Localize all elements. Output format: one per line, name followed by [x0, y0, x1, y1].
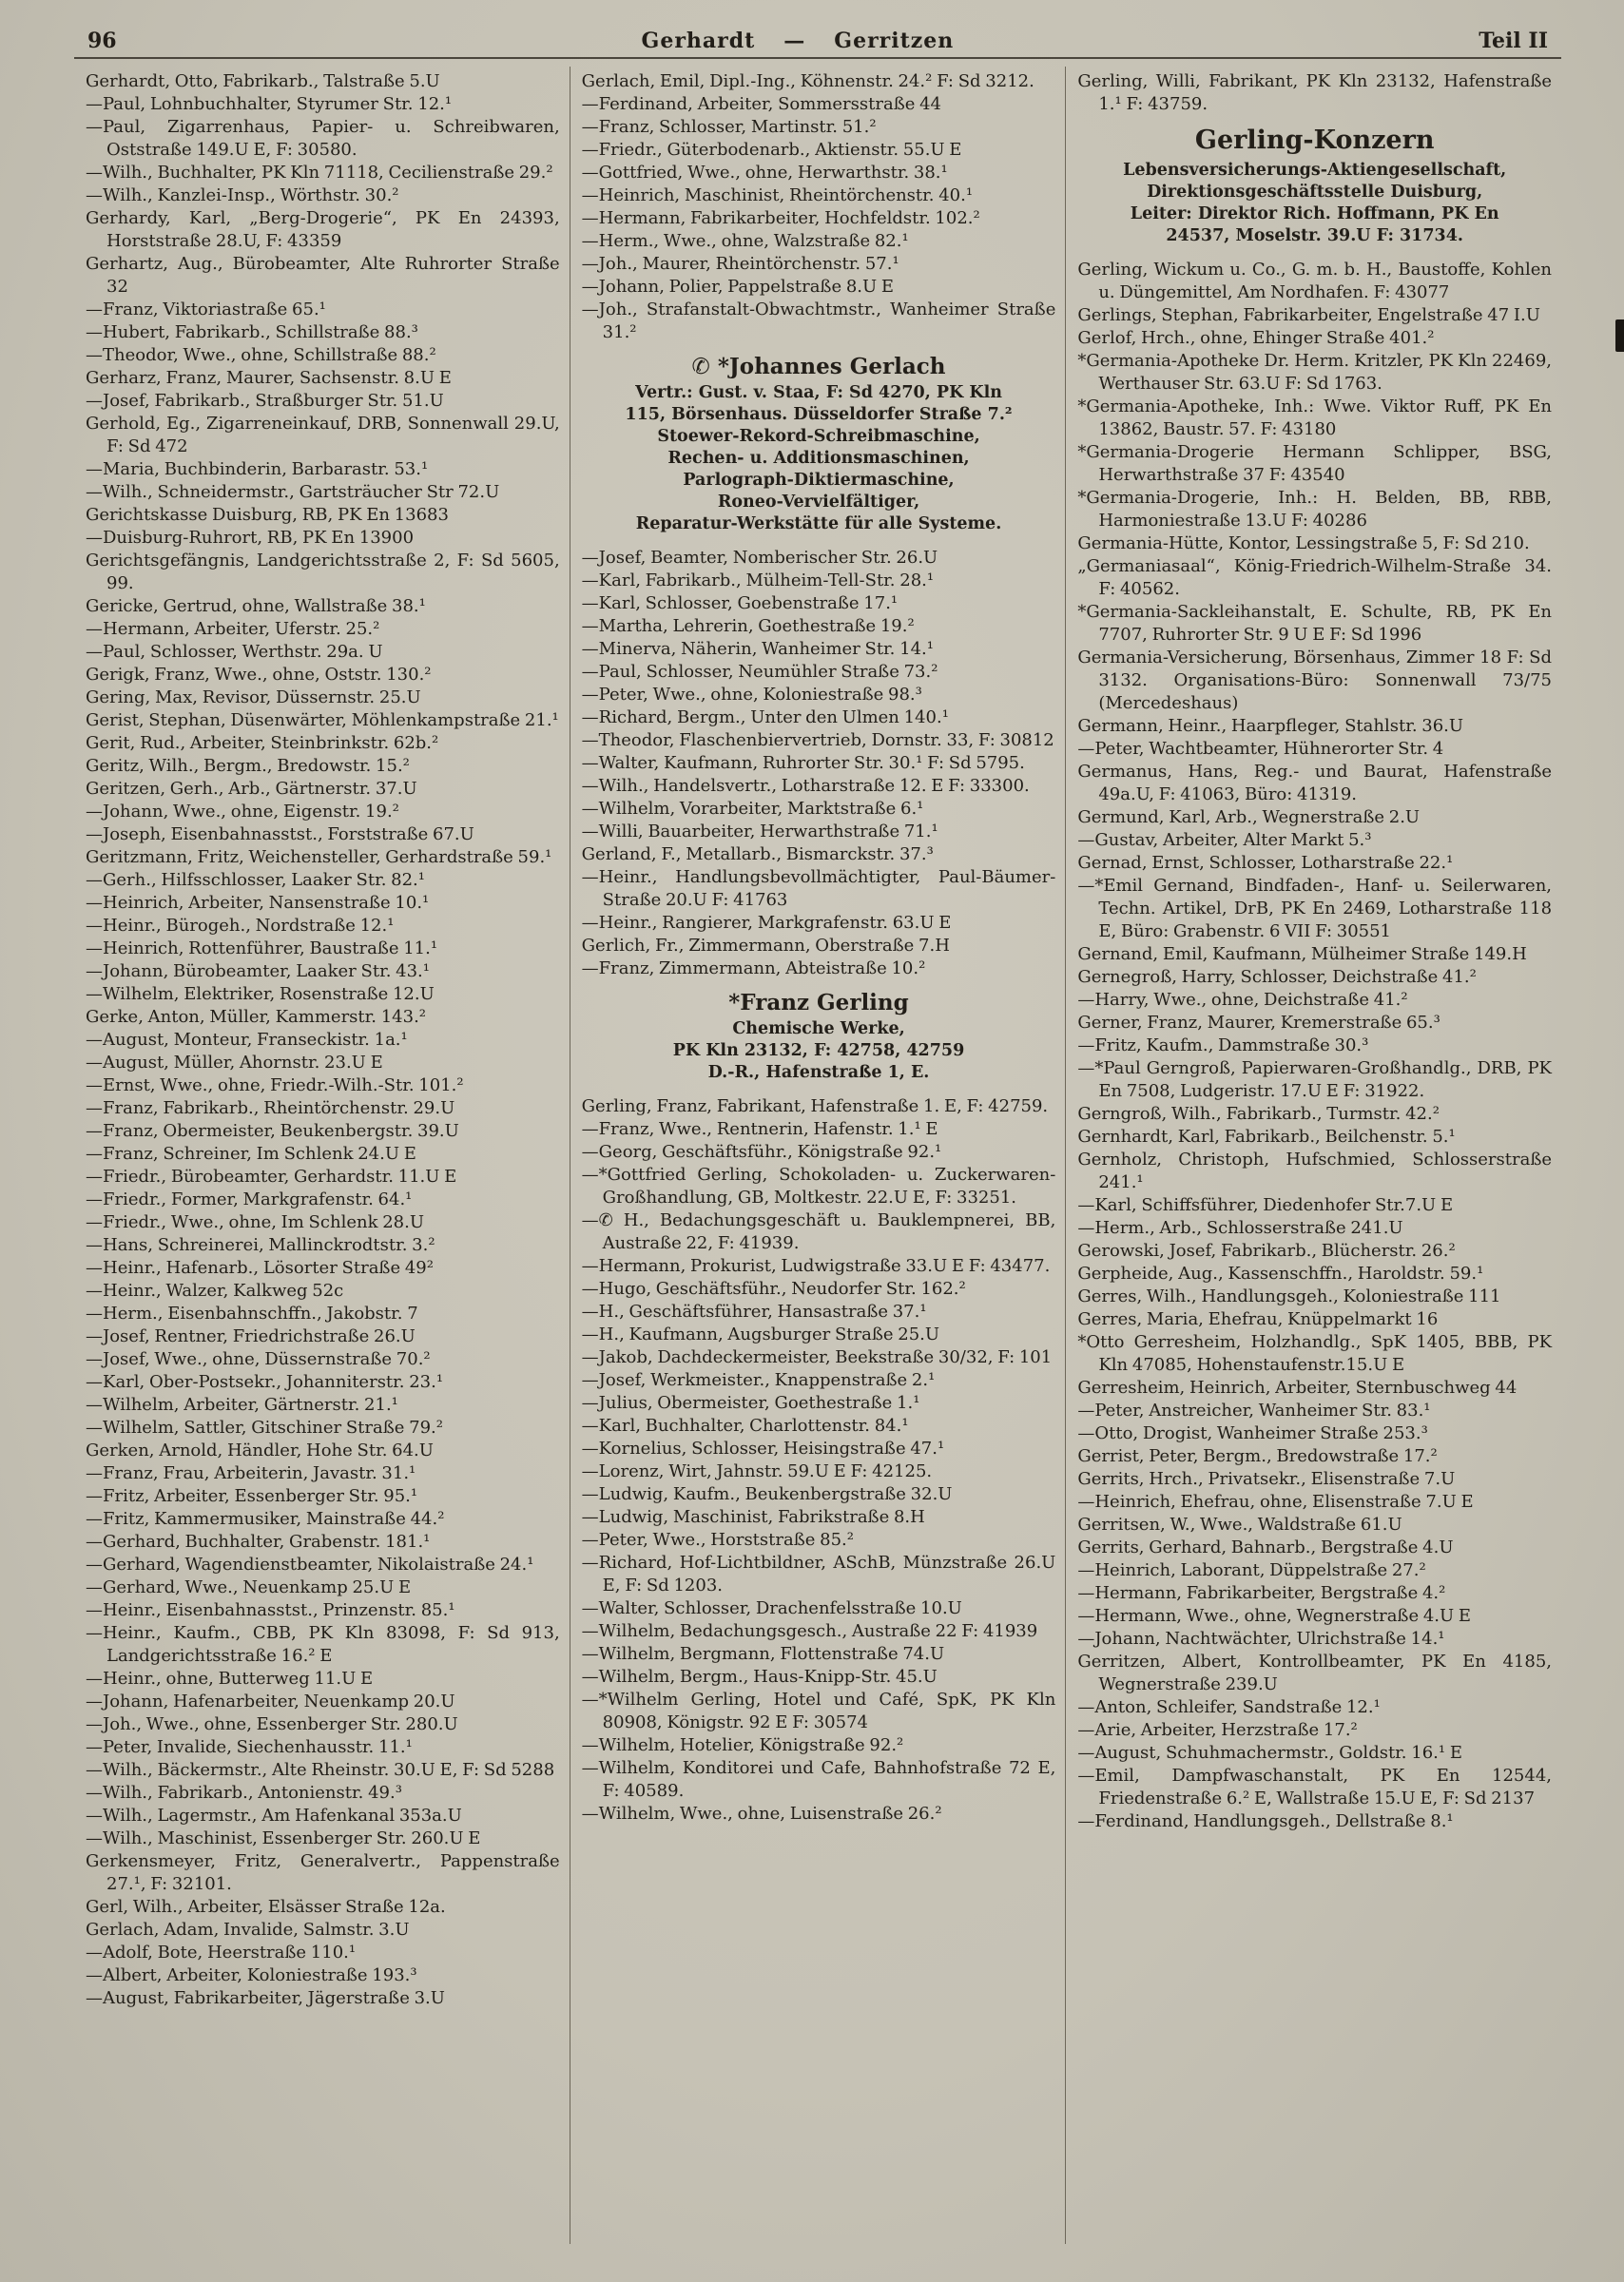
- ad-line: Stoewer-Rekord-Schreibmaschine,: [657, 427, 980, 446]
- directory-entry: —Gottfried, Wwe., ohne, Herwarthstr. 38.¹: [581, 163, 948, 183]
- directory-entry: —Harry, Wwe., ohne, Deichstraße 41.²: [1077, 990, 1408, 1010]
- column-1: [74, 67, 570, 2244]
- directory-entry: —Josef, Fabrikarb., Straßburger Str. 51.U: [86, 391, 444, 411]
- directory-entry: —Karl, Schlosser, Goebenstraße 17.¹: [581, 593, 899, 613]
- directory-entry: —Duisburg-Ruhrort, RB, PK En 13900: [86, 528, 415, 548]
- directory-entry: Gerist, Stephan, Düsenwärter, Möhlenkampstraße 21.¹: [86, 710, 559, 730]
- directory-entry: —August, Monteur, Franseckistr. 1a.¹: [86, 1030, 408, 1050]
- directory-entry: —Joh., Wwe., ohne, Essenberger Str. 280.U: [86, 1714, 458, 1734]
- directory-entry: —Johann, Hafenarbeiter, Neuenkamp 20.U: [86, 1692, 455, 1712]
- directory-entry: Gernhardt, Karl, Fabrikarb., Beilchenstr. 5.¹: [1077, 1127, 1456, 1147]
- directory-entry: —Hermann, Prokurist, Ludwigstraße 33.U E F: 43477.: [581, 1256, 1051, 1276]
- directory-entry: —Josef, Rentner, Friedrichstraße 26.U: [86, 1326, 416, 1346]
- directory-entry: Gernand, Emil, Kaufmann, Mülheimer Straße 149.H: [1077, 944, 1527, 964]
- directory-entry: —Heinrich, Maschinist, Rheintörchenstr. 40.¹: [581, 185, 974, 205]
- directory-entry: —Wilhelm, Bedachungsgesch., Austraße 22 F: 41939: [581, 1621, 1038, 1641]
- directory-entry: Gerling, Wickum u. Co., G. m. b. H., Baustoffe, Kohlen u. Düngemittel, Am Nordhafen. F: 43077: [1077, 260, 1553, 302]
- directory-entry: Geritzen, Gerh., Arb., Gärtnerstr. 37.U: [86, 779, 417, 799]
- directory-entry: Gerkensmeyer, Fritz, Generalvertr., Pappenstraße 27.¹, F: 32101.: [86, 1851, 560, 1894]
- directory-entry: Gerlof, Hrch., ohne, Ehinger Straße 401.²: [1077, 328, 1435, 348]
- directory-entry: Germanus, Hans, Reg.- und Baurat, Hafenstraße 49a.U, F: 41063, Büro: 41319.: [1077, 762, 1553, 804]
- ad-johannes-gerlach: [586, 354, 1053, 535]
- directory-entry: Gericke, Gertrud, ohne, Wallstraße 38.¹: [86, 596, 426, 616]
- ad-gerling-konzern: [1081, 126, 1548, 247]
- directory-entry: Gerling, Franz, Fabrikant, Hafenstraße 1. E, F: 42759.: [581, 1096, 1049, 1116]
- directory-entry: —Franz, Wwe., Rentnerin, Hafenstr. 1.¹ E: [581, 1119, 938, 1139]
- directory-entry: —Julius, Obermeister, Goethestraße 1.¹: [581, 1393, 920, 1413]
- directory-entry: Gerke, Anton, Müller, Kammerstr. 143.²: [86, 1007, 427, 1027]
- directory-entry: —Herm., Arb., Schlosserstraße 241.U: [1077, 1218, 1403, 1238]
- ad-title: Gerling-Konzern: [1194, 126, 1435, 155]
- header-range: [642, 29, 955, 53]
- directory-entry: Gerl, Wilh., Arbeiter, Elsässer Straße 12a.: [86, 1897, 446, 1917]
- directory-entry: —Wilh., Bäckermstr., Alte Rheinstr. 30.U E, F: Sd 5288: [86, 1760, 555, 1780]
- directory-entry: Gerritzen, Albert, Kontrollbeamter, PK En 4185, Wegnerstraße 239.U: [1077, 1652, 1553, 1694]
- directory-entry: Gerpheide, Aug., Kassenschffn., Haroldstr. 59.¹: [1077, 1264, 1484, 1284]
- ad-line: Vertr.: Gust. v. Staa, F: Sd 4270, PK Kln: [635, 383, 1002, 402]
- directory-entry: —Gerhard, Wagendienstbeamter, Nikolaistraße 24.¹: [86, 1555, 534, 1575]
- directory-entry: Gerowski, Josef, Fabrikarb., Blücherstr. 26.²: [1077, 1241, 1456, 1261]
- ad-line: 24537, Moselstr. 39.U F: 31734.: [1166, 226, 1463, 245]
- directory-entry: —Friedr., Wwe., ohne, Im Schlenk 28.U: [86, 1212, 424, 1232]
- ad-line: Direktionsgeschäftsstelle Duisburg,: [1147, 183, 1483, 202]
- directory-entry: —Ludwig, Kaufm., Beukenbergstraße 32.U: [581, 1484, 953, 1504]
- directory-entry: Gerling, Willi, Fabrikant, PK Kln 23132, Hafenstraße 1.¹ F: 43759.: [1077, 71, 1553, 114]
- directory-entry: Gerres, Wilh., Handlungsgeh., Koloniestraße 111: [1077, 1286, 1501, 1306]
- scan-artifact: [1615, 319, 1624, 352]
- directory-entry: —*Wilhelm Gerling, Hotel und Café, SpK, PK Kln 80908, Königstr. 92 E F: 30574: [581, 1690, 1056, 1732]
- directory-entry: —Josef, Wwe., ohne, Düssernstraße 70.²: [86, 1349, 431, 1369]
- directory-entry: —Johann, Bürobeamter, Laaker Str. 43.¹: [86, 961, 430, 981]
- directory-entry: —Willi, Bauarbeiter, Herwarthstraße 71.¹: [581, 822, 938, 841]
- directory-entry: —Fritz, Arbeiter, Essenberger Str. 95.¹: [86, 1486, 418, 1506]
- directory-entry: —Herm., Eisenbahnschffn., Jakobstr. 7: [86, 1304, 418, 1324]
- directory-entry: —H., Geschäftsführer, Hansastraße 37.¹: [581, 1302, 927, 1322]
- directory-entry: —Heinrich, Ehefrau, ohne, Elisenstraße 7.U E: [1077, 1492, 1474, 1512]
- column-3: [1065, 67, 1561, 2244]
- directory-entry: —Albert, Arbeiter, Koloniestraße 193.³: [86, 1965, 417, 1985]
- column-2: [570, 67, 1066, 2244]
- directory-entry: —Gerhard, Wwe., Neuenkamp 25.U E: [86, 1577, 412, 1597]
- directory-entry: —*Paul Gerngroß, Papierwaren-Großhandlg., DRB, PK En 7508, Ludgeristr. 17.U E F: 31922.: [1077, 1058, 1553, 1101]
- directory-entry: —Paul, Lohnbuchhalter, Styrumer Str. 12.¹: [86, 94, 453, 114]
- directory-entry: „Germaniasaal“, König-Friedrich-Wilhelm-Straße 34. F: 40562.: [1077, 556, 1553, 599]
- directory-entry: *Germania-Drogerie, Inh.: H. Belden, BB, RBB, Harmoniestraße 13.U F: 40286: [1077, 488, 1553, 531]
- directory-entry: —Heinrich, Rottenführer, Baustraße 11.¹: [86, 938, 438, 958]
- directory-entry: Gerritsen, W., Wwe., Waldstraße 61.U: [1077, 1515, 1402, 1535]
- ad-title: *Franz Gerling: [728, 990, 909, 1015]
- header-range-right: Gerritzen: [834, 29, 955, 53]
- directory-entry: —Johann, Nachtwächter, Ulrichstraße 14.¹: [1077, 1629, 1445, 1649]
- directory-entry: —Wilhelm, Elektriker, Rosenstraße 12.U: [86, 984, 435, 1004]
- directory-entry: —Heinr., Kaufm., CBB, PK Kln 83098, F: Sd 913, Landgerichtsstraße 16.² E: [86, 1623, 560, 1666]
- directory-entry: —Gerhard, Buchhalter, Grabenstr. 181.¹: [86, 1532, 431, 1552]
- directory-entry: —Theodor, Wwe., ohne, Schillstraße 88.²: [86, 345, 436, 365]
- directory-entry: —Franz, Schreiner, Im Schlenk 24.U E: [86, 1144, 416, 1164]
- ad-line: Lebensversicherungs-Aktiengesellschaft,: [1123, 161, 1507, 180]
- directory-entry: —Fritz, Kaufm., Dammstraße 30.³: [1077, 1035, 1369, 1055]
- directory-entry: —Georg, Geschäftsführ., Königstraße 92.¹: [581, 1142, 942, 1162]
- directory-entry: *Germania-Drogerie Hermann Schlipper, BSG, Herwarthstraße 37 F: 43540: [1077, 442, 1553, 485]
- header-part-label: Teil II: [1479, 29, 1548, 53]
- directory-entry: —*Emil Gernand, Bindfaden-, Hanf- u. Seilerwaren, Techn. Artikel, DrB, PK En 2469, Lotharstraße 118 E, Büro: Grabenstr. 6 VII F: 30551: [1077, 876, 1553, 941]
- directory-entry: —Wilh., Kanzlei-Insp., Wörthstr. 30.²: [86, 185, 399, 205]
- directory-entry: —Kornelius, Schlosser, Heisingstraße 47.¹: [581, 1439, 945, 1459]
- directory-entry: —Karl, Schiffsführer, Diedenhofer Str.7.U E: [1077, 1195, 1454, 1215]
- directory-entry: Gerres, Maria, Ehefrau, Knüppelmarkt 16: [1077, 1309, 1439, 1329]
- directory-entry: —Wilh., Schneidermstr., Gartsträucher Str 72.U: [86, 482, 500, 502]
- directory-entry: —Hermann, Wwe., ohne, Wegnerstraße 4.U E: [1077, 1606, 1472, 1626]
- directory-entry: Gerichtsgefängnis, Landgerichtsstraße 2, F: Sd 5605, 99.: [86, 551, 560, 593]
- directory-entry: *Otto Gerresheim, Holzhandlg., SpK 1405, BBB, PK Kln 47085, Hohenstaufenstr.15.U E: [1077, 1332, 1553, 1375]
- directory-entry: Geritzmann, Fritz, Weichensteller, Gerhardstraße 59.¹: [86, 847, 552, 867]
- directory-entry: —Emil, Dampfwaschanstalt, PK En 12544, Friedenstraße 6.² E, Wallstraße 15.U E, F: Sd 2137: [1077, 1766, 1553, 1808]
- directory-entry: —Johann, Polier, Pappelstraße 8.U E: [581, 277, 895, 297]
- directory-entry: —Franz, Obermeister, Beukenbergstr. 39.U: [86, 1121, 459, 1141]
- directory-entry: Gerlach, Emil, Dipl.-Ing., Köhnenstr. 24.² F: Sd 3212.: [581, 71, 1034, 91]
- directory-entry: —Wilhelm, Hotelier, Königstraße 92.²: [581, 1735, 904, 1755]
- directory-entry: Gerlings, Stephan, Fabrikarbeiter, Engelstraße 47 I.U: [1077, 305, 1540, 325]
- directory-entry: —August, Fabrikarbeiter, Jägerstraße 3.U: [86, 1988, 445, 2008]
- directory-entry: —Karl, Ober-Postsekr., Johanniterstr. 23.¹: [86, 1372, 444, 1392]
- directory-entry: —Hermann, Arbeiter, Uferstr. 25.²: [86, 619, 380, 639]
- directory-entry: —Gerh., Hilfsschlosser, Laaker Str. 82.¹: [86, 870, 425, 890]
- directory-entry: Geritz, Wilh., Bergm., Bredowstr. 15.²: [86, 756, 410, 776]
- directory-entry: —Adolf, Bote, Heerstraße 110.¹: [86, 1943, 357, 1963]
- directory-entry: —Otto, Drogist, Wanheimer Straße 253.³: [1077, 1423, 1428, 1443]
- directory-entry: —H., Kaufmann, Augsburger Straße 25.U: [581, 1325, 940, 1344]
- directory-entry: —Karl, Buchhalter, Charlottenstr. 84.¹: [581, 1416, 909, 1436]
- directory-entry: —Franz, Viktoriastraße 65.¹: [86, 300, 326, 319]
- directory-entry: —Heinr., Handlungsbevollmächtigter, Paul-Bäumer-Straße 20.U F: 41763: [581, 867, 1056, 910]
- page-header: [74, 29, 1561, 57]
- header-range-left: Gerhardt: [641, 29, 756, 53]
- directory-entry: —Hermann, Fabrikarbeiter, Bergstraße 4.²: [1077, 1583, 1446, 1603]
- directory-entry: —Franz, Schlosser, Martinstr. 51.²: [581, 117, 877, 137]
- directory-entry: —Wilhelm, Arbeiter, Gärtnerstr. 21.¹: [86, 1395, 398, 1415]
- ad-line: D.-R., Hafenstraße 1, E.: [707, 1063, 930, 1082]
- directory-entry: Gernad, Ernst, Schlosser, Lotharstraße 22.¹: [1077, 853, 1454, 873]
- directory-entry: —Karl, Fabrikarb., Mülheim-Tell-Str. 28.¹: [581, 570, 935, 590]
- ad-line: Parlograph-Diktiermaschine,: [683, 471, 955, 490]
- directory-entry: —Heinr., Eisenbahnasstst., Prinzenstr. 85.¹: [86, 1600, 455, 1620]
- directory-entry: —Franz, Fabrikarb., Rheintörchenstr. 29.U: [86, 1098, 455, 1118]
- directory-entry: Gernholz, Christoph, Hufschmied, Schlosserstraße 241.¹: [1077, 1150, 1553, 1192]
- directory-entry: —Franz, Frau, Arbeiterin, Javastr. 31.¹: [86, 1463, 416, 1483]
- directory-columns: [74, 67, 1561, 2244]
- directory-entry: —Anton, Schleifer, Sandstraße 12.¹: [1077, 1697, 1381, 1717]
- directory-entry: —Franz, Zimmermann, Abteistraße 10.²: [581, 958, 926, 978]
- directory-entry: —Richard, Hof-Lichtbildner, ASchB, Münzstraße 26.U E, F: Sd 1203.: [581, 1553, 1056, 1595]
- phone-icon: ✆: [691, 355, 710, 379]
- directory-entry: —Josef, Werkmeister., Knappenstraße 2.¹: [581, 1370, 936, 1390]
- directory-entry: —August, Müller, Ahornstr. 23.U E: [86, 1053, 383, 1073]
- directory-entry: —Joh., Maurer, Rheintörchenstr. 57.¹: [581, 254, 899, 274]
- header-range-separator: —: [783, 29, 806, 53]
- directory-entry: —Hermann, Fabrikarbeiter, Hochfeldstr. 102.²: [581, 208, 980, 228]
- ad-line: Reparatur-Werkstätte für alle Systeme.: [635, 514, 1002, 533]
- directory-entry: —Hans, Schreinerei, Mallinckrodtstr. 3.²: [86, 1235, 435, 1255]
- directory-entry: Gerit, Rud., Arbeiter, Steinbrinkstr. 62b.²: [86, 733, 439, 753]
- directory-entry: *Germania-Apotheke, Inh.: Wwe. Viktor Ruff, PK En 13862, Baustr. 57. F: 43180: [1077, 396, 1553, 439]
- directory-entry: —Joh., Strafanstalt-Obwachtmstr., Wanheimer Straße 31.²: [581, 300, 1056, 342]
- directory-entry: —Walter, Kaufmann, Ruhrorter Str. 30.¹ F: Sd 5795.: [581, 753, 1025, 773]
- directory-entry: Gerlach, Adam, Invalide, Salmstr. 3.U: [86, 1920, 410, 1940]
- directory-entry: —Theodor, Flaschenbiervertrieb, Dornstr. 33, F: 30812: [581, 730, 1054, 750]
- directory-entry: —Wilhelm, Vorarbeiter, Marktstraße 6.¹: [581, 799, 924, 819]
- directory-entry: —Heinr., Rangierer, Markgrafenstr. 63.U E: [581, 913, 952, 933]
- directory-entry: —Heinr., Bürogeh., Nordstraße 12.¹: [86, 916, 395, 936]
- directory-entry: —Maria, Buchbinderin, Barbarastr. 53.¹: [86, 459, 429, 479]
- directory-entry: Germania-Versicherung, Börsenhaus, Zimmer 18 F: Sd 3132. Organisations-Büro: Sonnenwall 73/75 (Mercedeshaus): [1077, 648, 1553, 713]
- ad-line: PK Kln 23132, F: 42758, 42759: [672, 1041, 965, 1060]
- directory-entry: —Wilh., Buchhalter, PK Kln 71118, Cecilienstraße 29.²: [86, 163, 553, 183]
- directory-entry: —Walter, Schlosser, Drachenfelsstraße 10.U: [581, 1598, 962, 1618]
- directory-entry: Germann, Heinr., Haarpfleger, Stahlstr. 36.U: [1077, 716, 1464, 736]
- directory-entry: —Ferdinand, Arbeiter, Sommersstraße 44: [581, 94, 941, 114]
- directory-entry: —Peter, Anstreicher, Wanheimer Str. 83.¹: [1077, 1401, 1431, 1421]
- directory-entry: —Wilhelm, Sattler, Gitschiner Straße 79.²: [86, 1418, 443, 1438]
- directory-entry: —Arie, Arbeiter, Herzstraße 17.²: [1077, 1720, 1358, 1740]
- directory-entry: Gerngroß, Wilh., Fabrikarb., Turmstr. 42.²: [1077, 1104, 1440, 1124]
- directory-entry: —Herm., Wwe., ohne, Walzstraße 82.¹: [581, 231, 909, 251]
- directory-entry: —Martha, Lehrerin, Goethestraße 19.²: [581, 616, 915, 636]
- directory-entry: —Peter, Invalide, Siechenhausstr. 11.¹: [86, 1737, 413, 1757]
- directory-entry: —Heinrich, Laborant, Düppelstraße 27.²: [1077, 1560, 1426, 1580]
- ad-franz-gerling: [586, 990, 1053, 1084]
- directory-entry: —Ernst, Wwe., ohne, Friedr.-Wilh.-Str. 101.²: [86, 1075, 464, 1095]
- directory-entry: —Heinrich, Arbeiter, Nansenstraße 10.¹: [86, 893, 430, 913]
- directory-entry: Germund, Karl, Arb., Wegnerstraße 2.U: [1077, 807, 1421, 827]
- directory-entry: —Heinr., ohne, Butterweg 11.U E: [86, 1669, 374, 1689]
- ad-title: ✆ *Johannes Gerlach: [691, 354, 946, 379]
- directory-entry: —Minerva, Näherin, Wanheimer Str. 14.¹: [581, 639, 934, 659]
- directory-entry: Gerhartz, Aug., Bürobeamter, Alte Ruhrorter Straße 32: [86, 254, 560, 297]
- ad-line: Chemische Werke,: [732, 1019, 905, 1038]
- directory-entry: —Johann, Wwe., ohne, Eigenstr. 19.²: [86, 802, 399, 822]
- directory-entry: —Ludwig, Maschinist, Fabrikstraße 8.H: [581, 1507, 925, 1527]
- directory-entry: —Heinr., Walzer, Kalkweg 52c: [86, 1281, 344, 1301]
- directory-entry: —Ferdinand, Handlungsgeh., Dellstraße 8.¹: [1077, 1811, 1454, 1831]
- directory-entry: —Wilhelm, Wwe., ohne, Luisenstraße 26.²: [581, 1804, 942, 1824]
- directory-entry: Gerrits, Gerhard, Bahnarb., Bergstraße 4.U: [1077, 1537, 1454, 1557]
- directory-entry: Gerhold, Eg., Zigarreneinkauf, DRB, Sonnenwall 29.U, F: Sd 472: [86, 414, 560, 456]
- directory-entry: —✆ H., Bedachungsgeschäft u. Bauklempnerei, BB, Austraße 22, F: 41939.: [581, 1210, 1056, 1253]
- directory-entry: Gernegroß, Harry, Schlosser, Deichstraße 41.²: [1077, 967, 1477, 987]
- directory-entry: Gerigk, Franz, Wwe., ohne, Oststr. 130.²: [86, 665, 432, 685]
- directory-entry: —Wilh., Lagermstr., Am Hafenkanal 353a.U: [86, 1806, 462, 1826]
- directory-entry: Gerrits, Hrch., Privatsekr., Elisenstraße 7.U: [1077, 1469, 1456, 1489]
- directory-entry: —Heinr., Hafenarb., Lösorter Straße 49²: [86, 1258, 434, 1278]
- ad-line: Roneo-Vervielfältiger,: [717, 493, 920, 512]
- directory-entry: *Germania-Sackleihanstalt, E. Schulte, RB, PK En 7707, Ruhrorter Str. 9 U E F: Sd 1996: [1077, 602, 1553, 645]
- directory-entry: Gering, Max, Revisor, Düssernstr. 25.U: [86, 687, 421, 707]
- directory-entry: Gerhardt, Otto, Fabrikarb., Talstraße 5.U: [86, 71, 440, 91]
- directory-entry: Gerresheim, Heinrich, Arbeiter, Sternbuschweg 44: [1077, 1378, 1518, 1398]
- directory-entry: —Paul, Zigarrenhaus, Papier- u. Schreibwaren, Oststraße 149.U E, F: 30580.: [86, 117, 560, 160]
- directory-entry: Gerharz, Franz, Maurer, Sachsenstr. 8.U E: [86, 368, 452, 388]
- directory-entry: —Paul, Schlosser, Neumühler Straße 73.²: [581, 662, 938, 682]
- directory-entry: —Peter, Wwe., ohne, Koloniestraße 98.³: [581, 685, 922, 705]
- directory-entry: Gerner, Franz, Maurer, Kremerstraße 65.³: [1077, 1013, 1440, 1033]
- directory-entry: —Wilhelm, Konditorei und Cafe, Bahnhofstraße 72 E, F: 40589.: [581, 1758, 1056, 1801]
- directory-entry: —Peter, Wachtbeamter, Hühnerorter Str. 4: [1077, 739, 1444, 759]
- ad-line: Rechen- u. Additionsmaschinen,: [667, 449, 970, 468]
- directory-entry: —Friedr., Former, Markgrafenstr. 64.¹: [86, 1189, 413, 1209]
- directory-entry: —Wilh., Handelsvertr., Lotharstraße 12. E F: 33300.: [581, 776, 1030, 796]
- directory-entry: Gerrist, Peter, Bergm., Bredowstraße 17.²: [1077, 1446, 1438, 1466]
- ad-line: 115, Börsenhaus. Düsseldorfer Straße 7.²: [625, 405, 1013, 424]
- directory-entry: —Lorenz, Wirt, Jahnstr. 59.U E F: 42125.: [581, 1461, 933, 1481]
- directory-entry: —Joseph, Eisenbahnasstst., Forststraße 67.U: [86, 824, 474, 844]
- directory-entry: —Paul, Schlosser, Werthstr. 29a. U: [86, 642, 383, 662]
- directory-entry: *Germania-Apotheke Dr. Herm. Kritzler, PK Kln 22469, Werthauser Str. 63.U F: Sd 1763.: [1077, 351, 1553, 394]
- directory-entry: —Fritz, Kammermusiker, Mainstraße 44.²: [86, 1509, 445, 1529]
- directory-entry: —Richard, Bergm., Unter den Ulmen 140.¹: [581, 707, 949, 727]
- directory-entry: —*Gottfried Gerling, Schokoladen- u. Zuckerwaren-Großhandlung, GB, Moltkestr. 22.U E, F: 33251.: [581, 1165, 1056, 1208]
- directory-entry: Germania-Hütte, Kontor, Lessingstraße 5, F: Sd 210.: [1077, 533, 1530, 553]
- directory-entry: —Friedr., Güterbodenarb., Aktienstr. 55.U E: [581, 140, 962, 160]
- directory-entry: —Gustav, Arbeiter, Alter Markt 5.³: [1077, 830, 1372, 850]
- directory-entry: —Wilhelm, Bergmann, Flottenstraße 74.U: [581, 1644, 945, 1664]
- directory-entry: —Wilh., Maschinist, Essenberger Str. 260.U E: [86, 1828, 481, 1848]
- directory-entry: Gerken, Arnold, Händler, Hohe Str. 64.U: [86, 1441, 434, 1460]
- directory-entry: —Jakob, Dachdeckermeister, Beekstraße 30/32, F: 101: [581, 1347, 1053, 1367]
- header-rule: [74, 57, 1561, 59]
- directory-entry: Gerichtskasse Duisburg, RB, PK En 13683: [86, 505, 449, 525]
- directory-entry: —Hugo, Geschäftsführ., Neudorfer Str. 162.²: [581, 1279, 966, 1299]
- page-number: 96: [87, 29, 117, 53]
- directory-entry: —Friedr., Bürobeamter, Gerhardstr. 11.U E: [86, 1167, 457, 1187]
- directory-entry: —August, Schuhmachermstr., Goldstr. 16.¹ E: [1077, 1743, 1462, 1763]
- directory-entry: Gerlich, Fr., Zimmermann, Oberstraße 7.H: [581, 936, 950, 956]
- directory-entry: Gerland, F., Metallarb., Bismarckstr. 37.³: [581, 844, 934, 864]
- directory-entry: —Wilh., Fabrikarb., Antonienstr. 49.³: [86, 1783, 402, 1803]
- directory-entry: —Josef, Beamter, Nomberischer Str. 26.U: [581, 548, 938, 568]
- directory-entry: —Wilhelm, Bergm., Haus-Knipp-Str. 45.U: [581, 1667, 938, 1687]
- ad-line: Leiter: Direktor Rich. Hoffmann, PK En: [1130, 204, 1499, 223]
- directory-entry: —Peter, Wwe., Horststraße 85.²: [581, 1530, 854, 1550]
- directory-entry: —Hubert, Fabrikarb., Schillstraße 88.³: [86, 322, 418, 342]
- directory-entry: Gerhardy, Karl, „Berg-Drogerie“, PK En 24393, Horststraße 28.U, F: 43359: [86, 208, 560, 251]
